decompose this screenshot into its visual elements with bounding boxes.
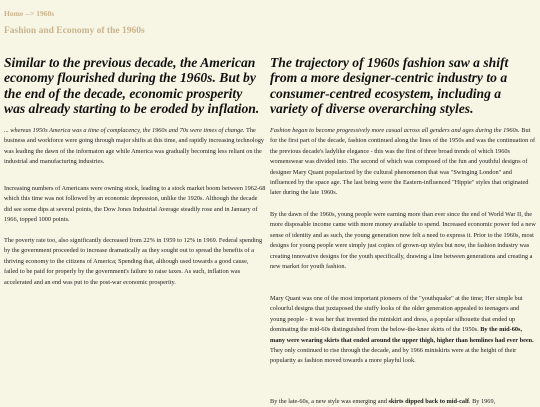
fashion-paragraph-3-emphasis: By the mid-60s, many were wearing skirts that ended around the upper thigh, higher than hemlines had ever been. xyxy=(270,326,534,344)
fashion-paragraph-3 xyxy=(270,294,536,367)
economy-paragraph-3-text: The poverty rate too, also significantly decreased from 22% in 1959 to 12% in 1969. Federal spending by the government proceeded to increase dramatically as they sought out to spread the benefits of a thriving economy to the citizens of America; Spending that, although used towards a good cause, failed to be paid for properly by the government's failure to raise taxes. As such, inflation was accelerated and an end was put to the post-war economic prosperity. xyxy=(4,237,263,286)
breadcrumb-home-link[interactable]: Home xyxy=(4,9,24,18)
fashion-paragraph-2 xyxy=(270,210,536,272)
fashion-paragraph-4-text-a: By the late-60s, a new style was emerging and xyxy=(270,398,389,405)
economy-paragraph-1-lead: ... whereas 1950s America was a time of complacency, the 1960s and 70s were times of change. xyxy=(4,127,245,134)
fashion-paragraph-1-text: But for the first part of the decade, fashion continued along the lines of the 1950s and was the continuation of the previous decade's ladylike elegance - this was the first of three broad trends of which 1960s womenswear was divided into. The second of which was composed of the fun and youthful designs of designer Mary Quant popularized by the cultural phenomenon that was "Swinging London" and influenced by the space age. The last being were the Eastern-influenced "Hippie" styles that originated later during the late 1960s. xyxy=(270,127,536,197)
fashion-paragraph-4 xyxy=(270,397,536,407)
fashion-paragraph-4-emphasis: skirts dipped back to mid-calf xyxy=(388,398,469,405)
economy-paragraph-1-text: The business and workforce were going through major shifts at this time, and rapidly increasing technology was leading the dawn of the informaton age while America was gradually becoming less reliant on the industrial and manufacturing industries. xyxy=(4,127,265,166)
economy-paragraph-2 xyxy=(4,184,266,226)
page-title: Fashion and Economy of the 1960s xyxy=(4,26,145,36)
breadcrumb xyxy=(4,9,54,18)
fashion-paragraph-1 xyxy=(270,126,536,199)
economy-headline: Similar to the previous decade, the American economy flourished during the 1960s. But by the end of the decade, economic prosperity was already starting to be eroded by inflation. xyxy=(4,55,260,117)
economy-column xyxy=(4,55,266,117)
economy-paragraph-1 xyxy=(4,126,266,168)
fashion-paragraph-4-text-b: . By 1969, xyxy=(468,398,496,405)
fashion-paragraph-3-text-b: They only continued to rise through the decade, and by 1966 miniskirts were at the height of their popularity as fashion moved towards a more playful look. xyxy=(270,347,517,365)
breadcrumb-current-link[interactable]: 1960s xyxy=(36,9,55,18)
economy-paragraph-2-text: Increasing numbers of Americans were owning stock, leading to a stock market boom between 1962-68 which this time was not followed by an economic depression, unlike the 1920s. Although the decade did see some dips at several points, the Dow Jones Industrial Average steadily rose and in January of 1966, topped 1000 points. xyxy=(4,185,266,224)
fashion-column xyxy=(270,55,536,117)
fashion-paragraph-2-text: By the dawn of the 1960s, young people were earning more than ever since the end of World War II, the more disposable income came with more money available to spend. Increased economic power fed a new sense of identity and as such, the young generation now felt a need to express it. Prior to the 1960s, most designs for young people were simply just copies of grown-up styles but now, the fashion industry was creating innovative designs for the youth specifically, drawing a line between generations and creating a new market for youth fashion. xyxy=(270,211,536,271)
fashion-headline: The trajectory of 1960s fashion saw a shift from a more designer-centric industry to a consumer-centred ecosystem, including a variety of diverse overarching styles. xyxy=(270,55,509,117)
fashion-paragraph-3-text-a: Mary Quant was one of the most important pioneers of the "youthquake" at the time; Her simple but colourful designs that juxtaposed the stuffy looks of the older generation appealed to teenagers and young people - it was her that invented the miniskirt and dress, a popular silhouette that ended up dominating the mid-60s distinguished from the below-the-knee skirts of the 1950s. xyxy=(270,295,523,334)
fashion-paragraph-1-lead: Fashion began to become progressively more casual across all genders and ages during the 1960s. xyxy=(270,127,520,134)
economy-paragraph-3 xyxy=(4,236,264,288)
breadcrumb-separator: --> xyxy=(23,9,37,18)
